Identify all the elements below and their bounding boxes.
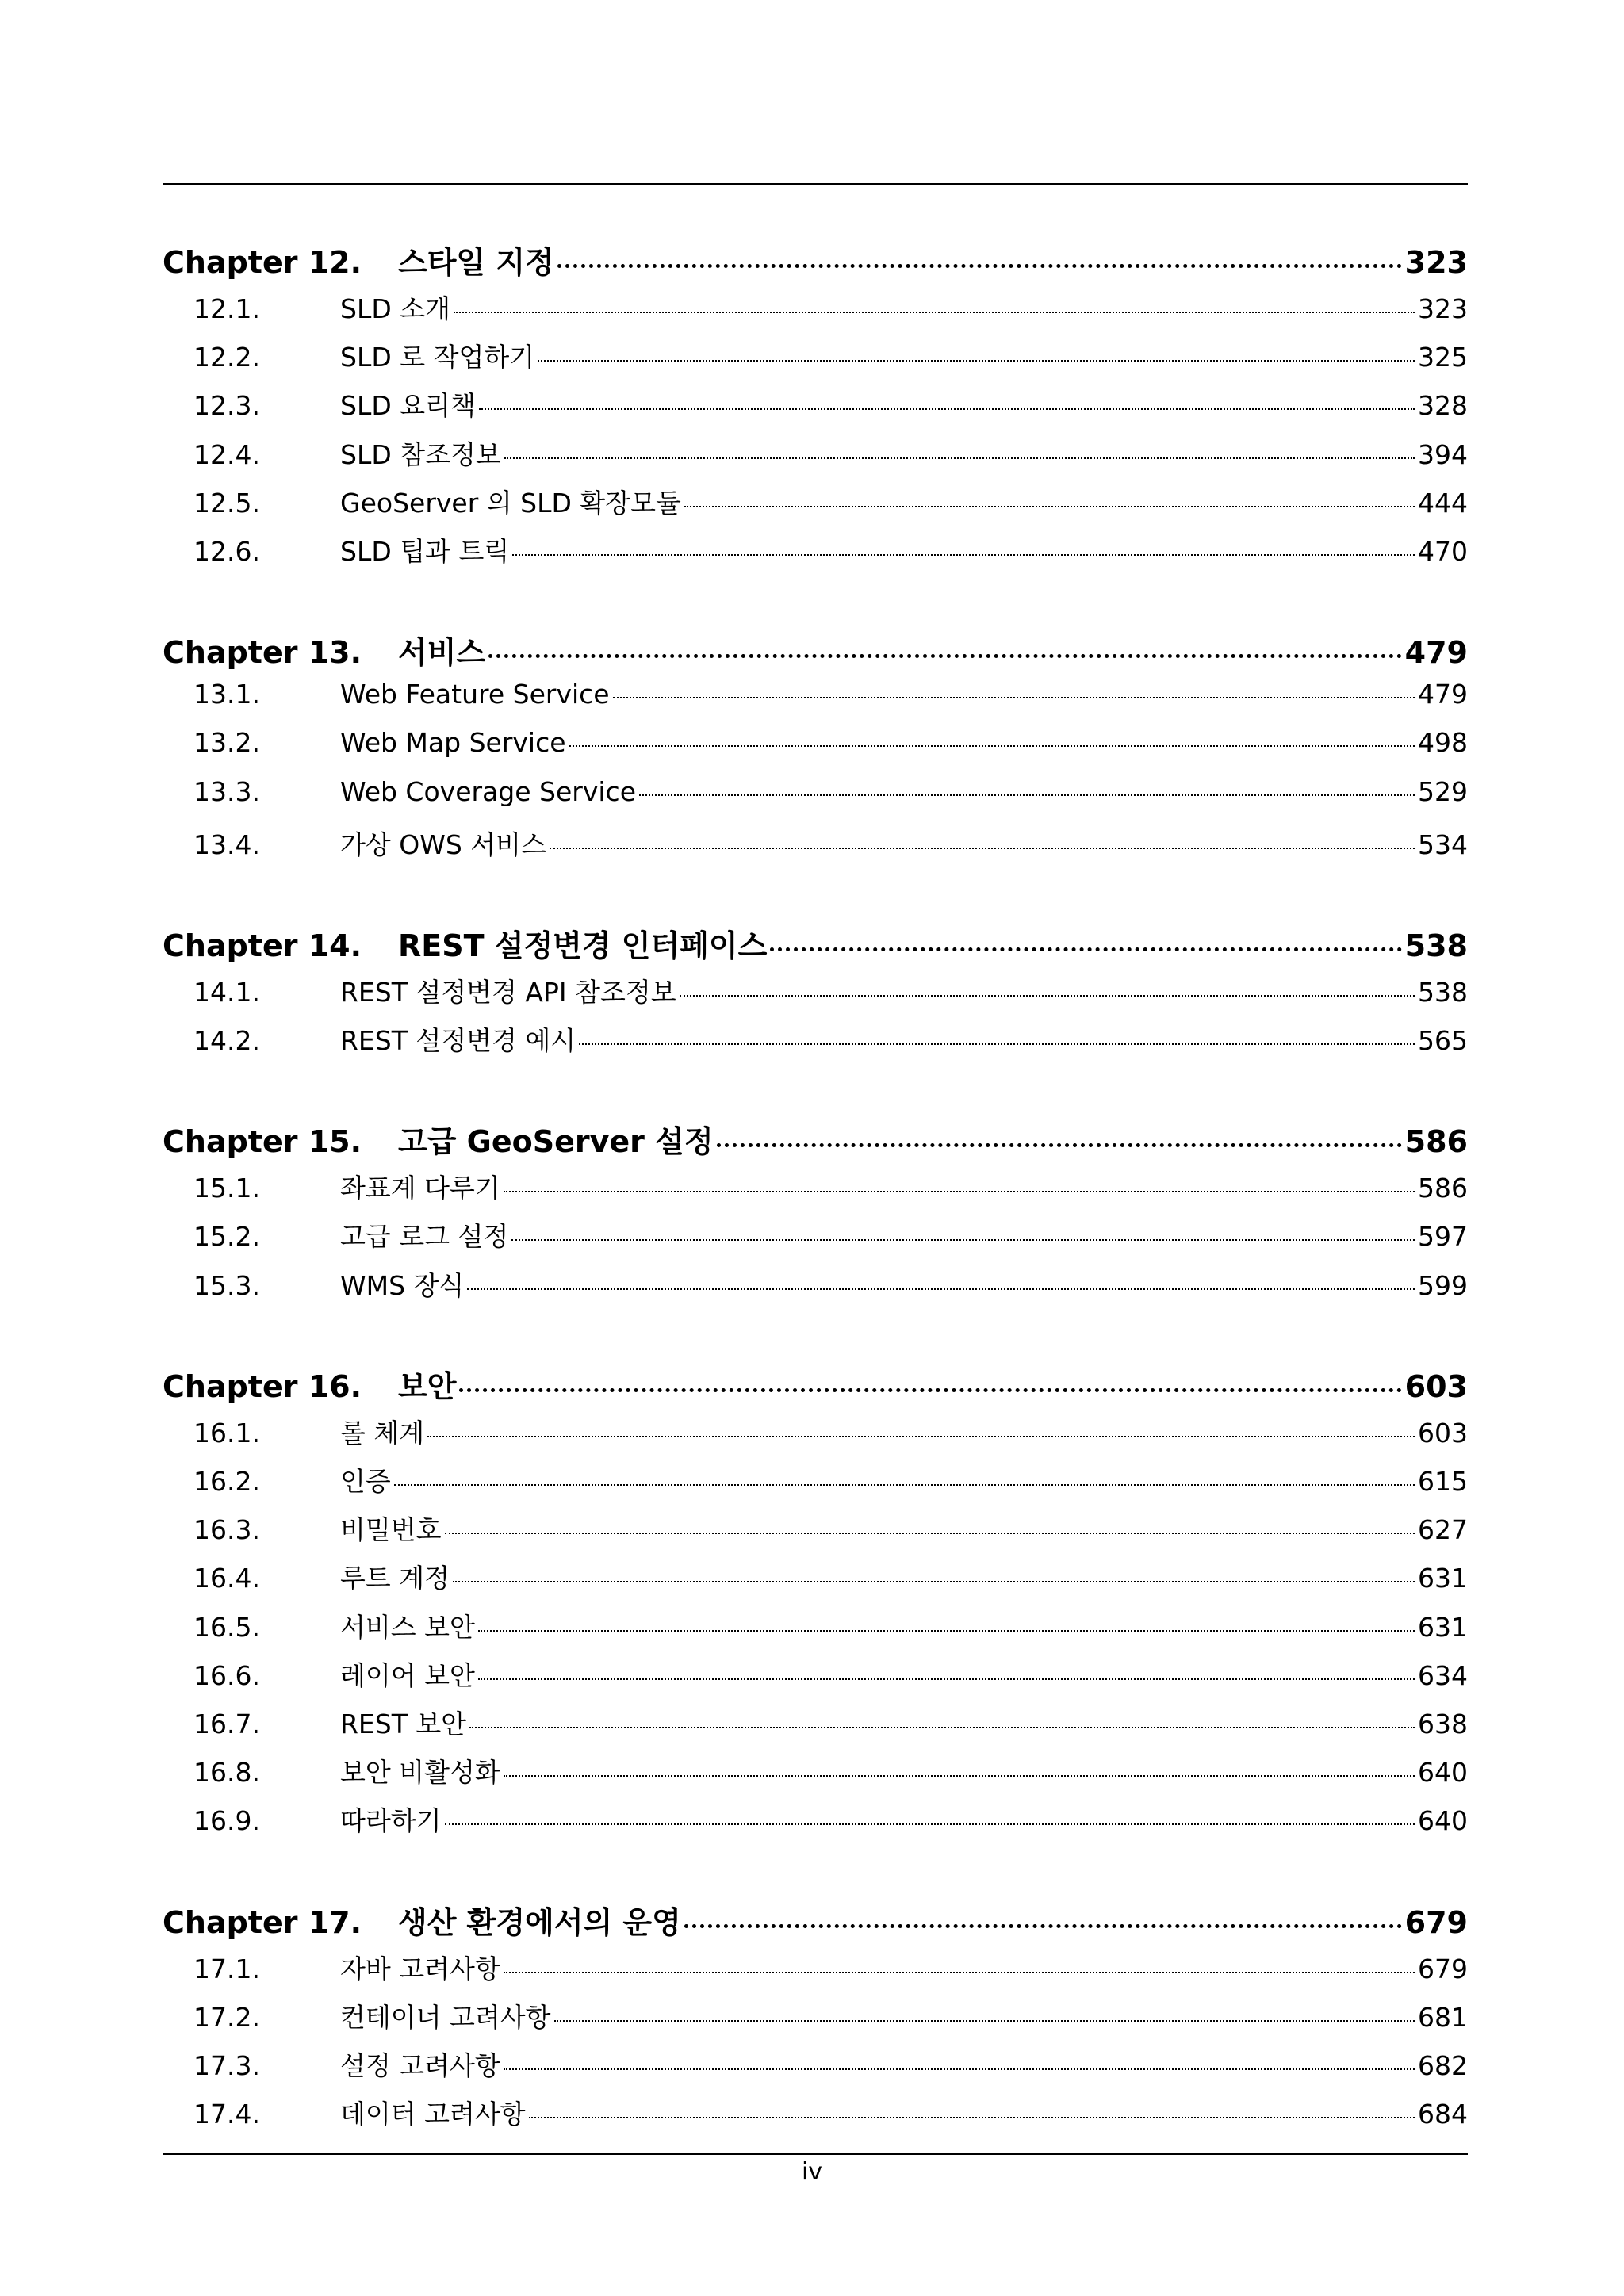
dot-leader (512, 554, 1415, 556)
toc-chapter-entry[interactable] (163, 1362, 1468, 1413)
chapter-title: 생산 환경에서의 운영 (398, 1904, 681, 1940)
section-title: 인증 (340, 1466, 391, 1497)
section-number: 13.2. (193, 727, 260, 759)
dot-leader (684, 506, 1415, 507)
dot-leader (770, 947, 1401, 951)
dot-leader (394, 1484, 1415, 1486)
toc-section-entry[interactable] (163, 1020, 1468, 1069)
section-title: 레이어 보안 (340, 1659, 475, 1691)
section-page-number: 631 (1418, 1611, 1468, 1643)
chapter-number: Chapter 14. (163, 928, 362, 963)
dot-leader (445, 1533, 1415, 1534)
dot-leader (504, 1775, 1415, 1777)
toc-chapter-entry[interactable] (163, 921, 1468, 972)
chapter-title: 서비스 (398, 635, 486, 671)
section-page-number: 603 (1418, 1417, 1468, 1448)
section-number: 15.3. (193, 1269, 260, 1301)
section-page-number: 323 (1418, 293, 1468, 324)
section-title: 롤 체계 (340, 1417, 425, 1448)
chapter-number: Chapter 13. (163, 635, 362, 671)
dot-leader (467, 1288, 1415, 1290)
toc-section-entry[interactable] (163, 1168, 1468, 1216)
section-number: 16.2. (193, 1466, 260, 1497)
table-of-contents (163, 238, 1468, 2191)
section-page-number: 599 (1418, 1269, 1468, 1301)
dot-leader (488, 654, 1402, 658)
toc-section-entry[interactable] (163, 531, 1468, 580)
toc-chapter (163, 238, 1468, 580)
toc-section-entry[interactable] (163, 1216, 1468, 1265)
section-page-number: 682 (1418, 2049, 1468, 2081)
section-title: SLD 요리책 (340, 390, 476, 422)
toc-section-entry[interactable] (163, 825, 1468, 873)
section-number: 16.4. (193, 1563, 260, 1594)
toc-chapter (163, 921, 1468, 1069)
toc-section-entry[interactable] (163, 337, 1468, 385)
section-number: 16.9. (193, 1805, 260, 1837)
toc-chapter-entry[interactable] (163, 1117, 1468, 1168)
dot-leader (511, 1239, 1415, 1241)
section-number: 16.7. (193, 1708, 260, 1739)
chapter-page-number: 586 (1404, 1124, 1468, 1160)
section-title: 컨테이너 고려사항 (340, 2001, 551, 2033)
section-number: 15.1. (193, 1173, 260, 1204)
toc-chapter (163, 1117, 1468, 1314)
dot-leader (550, 848, 1415, 849)
header-rule (163, 183, 1468, 185)
section-number: 12.5. (193, 487, 260, 519)
toc-section-entry[interactable] (163, 1800, 1468, 1849)
dot-leader (469, 1727, 1415, 1728)
section-title: 가상 OWS 서비스 (340, 828, 546, 860)
dot-leader (478, 1678, 1415, 1680)
chapter-number: Chapter 12. (163, 245, 362, 280)
dot-leader (529, 2117, 1415, 2118)
section-page-number: 328 (1418, 390, 1468, 422)
section-page-number: 470 (1418, 535, 1468, 567)
section-page-number: 586 (1418, 1173, 1468, 1204)
footer-rule (163, 2153, 1468, 2155)
dot-leader (427, 1436, 1415, 1437)
chapter-page-number: 323 (1404, 245, 1468, 280)
dot-leader (613, 697, 1415, 698)
toc-chapter-entry[interactable] (163, 628, 1468, 679)
toc-section-entry[interactable] (163, 1704, 1468, 1752)
toc-section-entry[interactable] (163, 1997, 1468, 2045)
section-title: Web Coverage Service (340, 775, 636, 807)
section-number: 12.1. (193, 293, 260, 324)
section-title: 좌표계 다루기 (340, 1173, 500, 1204)
section-number: 13.3. (193, 775, 260, 807)
dot-leader (579, 1043, 1415, 1045)
section-page-number: 640 (1418, 1805, 1468, 1837)
section-number: 14.2. (193, 1025, 260, 1057)
toc-section-entry[interactable] (163, 1655, 1468, 1704)
section-title: 서비스 보안 (340, 1611, 475, 1643)
section-title: REST 설정변경 예시 (340, 1025, 576, 1057)
chapter-title: 스타일 지정 (398, 245, 554, 280)
section-page-number: 534 (1418, 828, 1468, 860)
dot-leader (684, 1924, 1402, 1928)
section-page-number: 325 (1418, 342, 1468, 373)
toc-section-entry[interactable] (163, 483, 1468, 531)
dot-leader (454, 312, 1415, 313)
chapter-page-number: 538 (1404, 928, 1468, 963)
section-page-number: 640 (1418, 1757, 1468, 1789)
section-page-number: 679 (1418, 1953, 1468, 1984)
section-number: 17.3. (193, 2049, 260, 2081)
section-number: 14.1. (193, 976, 260, 1008)
section-number: 13.4. (193, 828, 260, 860)
chapter-number: Chapter 17. (163, 1904, 362, 1940)
toc-section-entry[interactable] (163, 1265, 1468, 1314)
dot-leader (478, 1630, 1415, 1632)
toc-section-entry[interactable] (163, 1413, 1468, 1461)
section-title: Web Map Service (340, 727, 566, 759)
section-number: 16.8. (193, 1757, 260, 1789)
section-number: 16.1. (193, 1417, 260, 1448)
section-number: 16.3. (193, 1514, 260, 1546)
section-title: 따라하기 (340, 1805, 442, 1837)
section-page-number: 479 (1418, 679, 1468, 710)
toc-section-entry[interactable] (163, 2045, 1468, 2094)
section-title: SLD 팁과 트릭 (340, 535, 510, 567)
section-title: 루트 계정 (340, 1563, 450, 1594)
section-page-number: 498 (1418, 727, 1468, 759)
toc-section-entry[interactable] (163, 434, 1468, 483)
toc-section-entry[interactable] (163, 289, 1468, 337)
dot-leader (479, 408, 1415, 410)
toc-section-entry[interactable] (163, 727, 1468, 775)
toc-section-entry[interactable] (163, 1461, 1468, 1510)
dot-leader (453, 1581, 1415, 1582)
toc-section-entry[interactable] (163, 1949, 1468, 1997)
section-title: GeoServer 의 SLD 확장모듈 (340, 487, 681, 519)
dot-leader (445, 1823, 1415, 1825)
toc-section-entry[interactable] (163, 2094, 1468, 2142)
chapter-number: Chapter 16. (163, 1368, 362, 1404)
section-page-number: 638 (1418, 1708, 1468, 1739)
section-number: 12.4. (193, 438, 260, 470)
toc-chapter-entry[interactable] (163, 1898, 1468, 1949)
dot-leader (459, 1388, 1401, 1392)
section-page-number: 394 (1418, 438, 1468, 470)
section-title: 보안 비활성화 (340, 1757, 500, 1789)
section-title: REST 설정변경 API 참조정보 (340, 976, 676, 1008)
section-title: SLD 로 작업하기 (340, 342, 535, 373)
section-page-number: 597 (1418, 1221, 1468, 1253)
toc-chapter (163, 1362, 1468, 1850)
section-number: 12.2. (193, 342, 260, 373)
section-number: 17.1. (193, 1953, 260, 1984)
section-number: 15.2. (193, 1221, 260, 1253)
chapter-page-number: 679 (1404, 1904, 1468, 1940)
toc-chapter-entry[interactable] (163, 238, 1468, 289)
dot-leader (680, 995, 1415, 997)
toc-section-entry[interactable] (163, 1510, 1468, 1558)
section-page-number: 684 (1418, 2099, 1468, 2130)
section-title: SLD 소개 (340, 293, 450, 324)
section-page-number: 631 (1418, 1563, 1468, 1594)
section-title: 고급 로그 설정 (340, 1221, 509, 1253)
section-number: 12.3. (193, 390, 260, 422)
section-title: Web Feature Service (340, 679, 610, 710)
chapter-number: Chapter 15. (163, 1124, 362, 1160)
chapter-page-number: 479 (1404, 635, 1468, 671)
footer-page-number: iv (801, 2158, 823, 2186)
section-page-number: 634 (1418, 1659, 1468, 1691)
section-number: 13.1. (193, 679, 260, 710)
section-page-number: 538 (1418, 976, 1468, 1008)
section-page-number: 681 (1418, 2001, 1468, 2033)
section-title: WMS 장식 (340, 1269, 465, 1301)
dot-leader (639, 794, 1415, 796)
chapter-title: REST 설정변경 인터페이스 (398, 928, 768, 963)
dot-leader (504, 1191, 1415, 1192)
section-number: 17.2. (193, 2001, 260, 2033)
section-title: REST 보안 (340, 1708, 467, 1739)
dot-leader (504, 457, 1415, 459)
chapter-title: 고급 GeoServer 설정 (398, 1124, 714, 1160)
dot-leader (504, 1972, 1415, 1973)
section-page-number: 627 (1418, 1514, 1468, 1546)
section-number: 17.4. (193, 2099, 260, 2130)
section-page-number: 615 (1418, 1466, 1468, 1497)
dot-leader (504, 2068, 1415, 2070)
chapter-title: 보안 (398, 1368, 457, 1404)
toc-section-entry[interactable] (163, 1607, 1468, 1655)
section-title: 자바 고려사항 (340, 1953, 500, 1984)
section-number: 16.5. (193, 1611, 260, 1643)
section-title: SLD 참조정보 (340, 438, 501, 470)
toc-chapter (163, 628, 1468, 873)
toc-section-entry[interactable] (163, 385, 1468, 434)
section-title: 데이터 고려사항 (340, 2099, 526, 2130)
toc-section-entry[interactable] (163, 972, 1468, 1020)
dot-leader (538, 360, 1415, 362)
toc-section-entry[interactable] (163, 1752, 1468, 1800)
section-number: 16.6. (193, 1659, 260, 1691)
chapter-page-number: 603 (1404, 1368, 1468, 1404)
dot-leader (717, 1143, 1402, 1147)
dot-leader (569, 745, 1415, 747)
dot-leader (557, 264, 1402, 268)
toc-chapter (163, 1898, 1468, 2143)
section-page-number: 444 (1418, 487, 1468, 519)
toc-section-entry[interactable] (163, 776, 1468, 825)
section-title: 비밀번호 (340, 1514, 442, 1546)
section-page-number: 565 (1418, 1025, 1468, 1057)
section-number: 12.6. (193, 535, 260, 567)
dot-leader (554, 2020, 1415, 2022)
toc-section-entry[interactable] (163, 679, 1468, 727)
section-page-number: 529 (1418, 775, 1468, 807)
toc-section-entry[interactable] (163, 1558, 1468, 1606)
section-title: 설정 고려사항 (340, 2049, 500, 2081)
